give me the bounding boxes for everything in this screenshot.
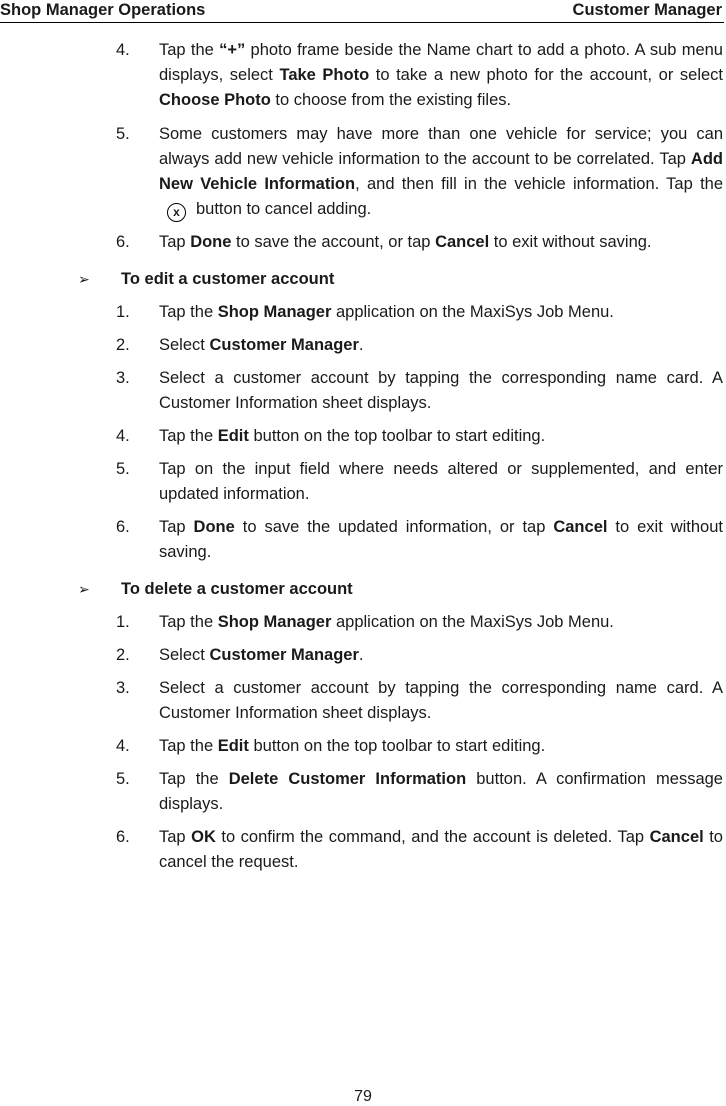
list-item: [0, 676, 726, 726]
page-number: 79: [354, 1088, 372, 1105]
step-text: Select Customer Manager.: [159, 336, 364, 354]
header-section-title: Customer Manager: [572, 1, 722, 19]
step-number: 1.: [116, 613, 130, 631]
section-title: To edit a customer account: [121, 270, 335, 288]
list-item: [0, 767, 726, 817]
step-number: 3.: [116, 679, 130, 697]
step-text: Tap the “+” photo frame beside the Name chart to add a photo. A sub menu displays, select Take Photo to take a new photo for the account, or select Choose Photo to choose from the existing files.: [159, 41, 723, 109]
section-title: To delete a customer account: [121, 580, 353, 598]
step-text: Tap the Shop Manager application on the MaxiSys Job Menu.: [159, 303, 614, 321]
list-item: [0, 230, 726, 255]
step-text: Select a customer account by tapping the corresponding name card. A Customer Information sheet displays.: [159, 369, 723, 412]
list-item: [0, 333, 726, 358]
step-number: 4.: [116, 737, 130, 755]
list-item: [0, 825, 726, 875]
step-text: Tap the Edit button on the top toolbar to start editing.: [159, 427, 546, 445]
list-item: [0, 457, 726, 507]
step-number: 2.: [116, 336, 130, 354]
list-item: [0, 300, 726, 325]
page-header: [0, 0, 724, 23]
step-number: 5.: [116, 125, 130, 143]
step-number: 6.: [116, 828, 130, 846]
step-number: 5.: [116, 770, 130, 788]
list-item: [0, 366, 726, 416]
step-number: 4.: [116, 427, 130, 445]
list-item: [0, 38, 726, 113]
page-content: [0, 38, 726, 875]
step-text: Select a customer account by tapping the corresponding name card. A Customer Information sheet displays.: [159, 679, 723, 722]
arrow-bullet-icon: ➢: [78, 271, 90, 287]
list-item: [0, 424, 726, 449]
list-item: [0, 610, 726, 635]
step-text: Tap the Delete Customer Information button. A confirmation message displays.: [159, 770, 723, 813]
section-heading-delete: [0, 577, 726, 602]
step-number: 1.: [116, 303, 130, 321]
step-text: Tap OK to confirm the command, and the account is deleted. Tap Cancel to cancel the request.: [159, 828, 723, 871]
step-number: 6.: [116, 233, 130, 251]
header-chapter-title: Shop Manager Operations: [0, 1, 206, 19]
list-item: [0, 515, 726, 565]
list-item: [0, 734, 726, 759]
list-item: [0, 643, 726, 668]
step-number: 3.: [116, 369, 130, 387]
step-text: Tap Done to save the updated information, or tap Cancel to exit without saving.: [159, 518, 723, 561]
step-text: Tap on the input field where needs altered or supplemented, and enter updated information.: [159, 460, 723, 503]
arrow-bullet-icon: ➢: [78, 581, 90, 597]
step-text: Some customers may have more than one vehicle for service; you can always add new vehicle information to the account to be correlated. Tap Add New Vehicle Information, and then fill in the vehicle information. Tap thex button to cancel adding.: [159, 125, 723, 218]
section-heading-edit: [0, 267, 726, 292]
list-item: [0, 122, 726, 222]
step-text: Tap the Edit button on the top toolbar to start editing.: [159, 737, 546, 755]
step-number: 6.: [116, 518, 130, 536]
cancel-x-icon: x: [167, 203, 186, 222]
step-text: Select Customer Manager.: [159, 646, 364, 664]
step-text: Tap Done to save the account, or tap Cancel to exit without saving.: [159, 233, 652, 251]
step-text: Tap the Shop Manager application on the MaxiSys Job Menu.: [159, 613, 614, 631]
step-number: 2.: [116, 646, 130, 664]
step-number: 4.: [116, 41, 130, 59]
step-number: 5.: [116, 460, 130, 478]
